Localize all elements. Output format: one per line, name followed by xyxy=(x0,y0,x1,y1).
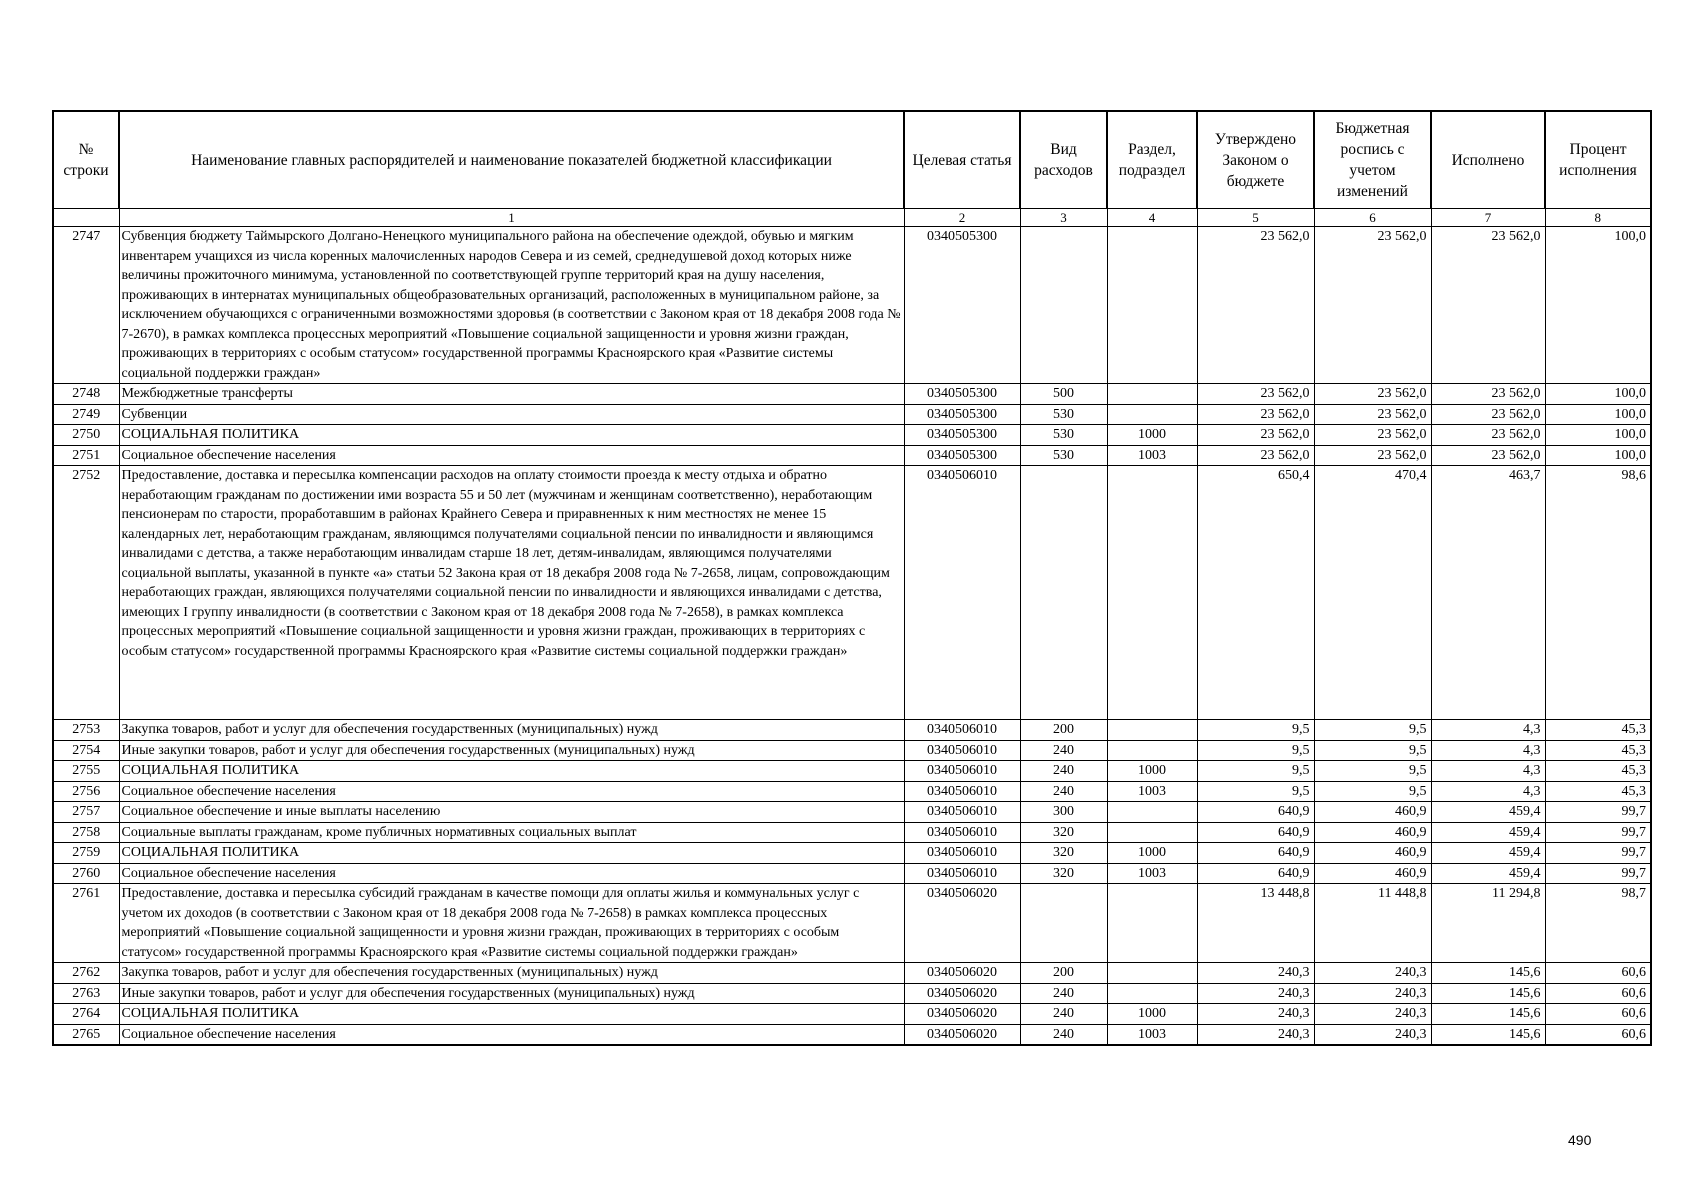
executed-amount-cell: 145,6 xyxy=(1431,963,1545,984)
expense-type-cell xyxy=(1020,884,1107,963)
executed-amount-cell: 23 562,0 xyxy=(1431,404,1545,425)
table-row xyxy=(53,227,1651,384)
header-executed: Исполнено xyxy=(1431,111,1545,209)
expense-type-cell: 240 xyxy=(1020,761,1107,782)
expense-type-cell: 320 xyxy=(1020,863,1107,884)
column-number-cell: 7 xyxy=(1431,209,1545,227)
approved-amount-cell: 640,9 xyxy=(1197,863,1314,884)
section-cell: 1003 xyxy=(1107,1024,1197,1045)
row-name-cell: Социальное обеспечение населения xyxy=(119,781,904,802)
percent-cell: 99,7 xyxy=(1545,863,1651,884)
column-number-cell: 1 xyxy=(119,209,904,227)
row-name-cell: Закупка товаров, работ и услуг для обеспечения государственных (муниципальных) нужд xyxy=(119,963,904,984)
schedule-amount-cell: 460,9 xyxy=(1314,822,1431,843)
column-number-cell: 3 xyxy=(1020,209,1107,227)
target-article-cell: 0340506010 xyxy=(904,822,1020,843)
header-exp-type: Вид расходов xyxy=(1020,111,1107,209)
row-name-cell: Предоставление, доставка и пересылка компенсации расходов на оплату стоимости проезда к месту отдыха и обратно неработающим гражданам по достижении ими возраста 55 и 50 лет (мужчинам и женщинам соответственно), неработающим пенсионерам по старости, проработавшим в районах Крайнего Севера и приравненных к ним местностях не менее 15 календарных лет, неработающим гражданам, являющимся получателями социальной пенсии по инвалидности и являющимся инвалидами с детства, а также неработающим инвалидам старше 18 лет, детям-инвалидам, являющимся получателями социальной выплаты, указанной в пункте «а» статьи 52 Закона края от 18 декабря 2008 года № 7-2658, лицам, сопровождающим неработающих граждан, являющихся получателями социальной пенсии по инвалидности и являющихся инвалидами с детства, имеющих I группу инвалидности (в соответствии с Законом края от 18 декабря 2008 года № 7-2658), в рамках комплекса процессных мероприятий «Повышение социальной защищенности и уровня жизни граждан, проживающих в территориях с особым статусом» государственной программы Красноярского края «Развитие системы социальной поддержки граждан» xyxy=(119,466,904,720)
expense-type-cell: 320 xyxy=(1020,843,1107,864)
table-row xyxy=(53,802,1651,823)
schedule-amount-cell: 9,5 xyxy=(1314,761,1431,782)
schedule-amount-cell: 23 562,0 xyxy=(1314,425,1431,446)
table-row xyxy=(53,720,1651,741)
row-name-cell: Социальные выплаты гражданам, кроме публичных нормативных социальных выплат xyxy=(119,822,904,843)
column-number-cell: 4 xyxy=(1107,209,1197,227)
expense-type-cell: 240 xyxy=(1020,781,1107,802)
percent-cell: 45,3 xyxy=(1545,781,1651,802)
expense-type-cell: 200 xyxy=(1020,963,1107,984)
section-cell xyxy=(1107,963,1197,984)
section-cell xyxy=(1107,822,1197,843)
schedule-amount-cell: 23 562,0 xyxy=(1314,445,1431,466)
expense-type-cell: 240 xyxy=(1020,740,1107,761)
schedule-amount-cell: 9,5 xyxy=(1314,781,1431,802)
percent-cell: 60,6 xyxy=(1545,983,1651,1004)
table-row xyxy=(53,884,1651,963)
approved-amount-cell: 640,9 xyxy=(1197,802,1314,823)
approved-amount-cell: 9,5 xyxy=(1197,781,1314,802)
section-cell xyxy=(1107,884,1197,963)
percent-cell: 99,7 xyxy=(1545,822,1651,843)
row-number-cell: 2747 xyxy=(53,227,119,384)
approved-amount-cell: 240,3 xyxy=(1197,963,1314,984)
row-number-cell: 2754 xyxy=(53,740,119,761)
row-number-cell: 2756 xyxy=(53,781,119,802)
header-target: Целевая статья xyxy=(904,111,1020,209)
schedule-amount-cell: 240,3 xyxy=(1314,983,1431,1004)
schedule-amount-cell: 23 562,0 xyxy=(1314,227,1431,384)
executed-amount-cell: 23 562,0 xyxy=(1431,227,1545,384)
target-article-cell: 0340505300 xyxy=(904,445,1020,466)
row-number-cell: 2749 xyxy=(53,404,119,425)
percent-cell: 60,6 xyxy=(1545,1024,1651,1045)
percent-cell: 100,0 xyxy=(1545,425,1651,446)
executed-amount-cell: 4,3 xyxy=(1431,740,1545,761)
approved-amount-cell: 240,3 xyxy=(1197,1024,1314,1045)
row-name-cell: Субвенция бюджету Таймырского Долгано-Ненецкого муниципального района на обеспечение одеждой, обувью и мягким инвентарем учащихся из числа коренных малочисленных народов Севера и из семей, среднедушевой доход которых ниже величины прожиточного минимума, установленной по соответствующей группе территорий края на душу населения, проживающих в интернатах муниципальных общеобразовательных организаций, расположенных в муниципальном районе, за исключением обучающихся с ограниченными возможностями здоровья (в соответствии с Законом края от 18 декабря 2008 года № 7-2670), в рамках комплекса процессных мероприятий «Повышение социальной защищенности и уровня жизни граждан, проживающих в территориях с особым статусом» государственной программы Красноярского края «Развитие системы социальной поддержки граждан» xyxy=(119,227,904,384)
row-number-cell: 2760 xyxy=(53,863,119,884)
row-number-cell: 2763 xyxy=(53,983,119,1004)
target-article-cell: 0340506020 xyxy=(904,983,1020,1004)
expense-type-cell: 200 xyxy=(1020,720,1107,741)
table-row xyxy=(53,983,1651,1004)
target-article-cell: 0340506010 xyxy=(904,843,1020,864)
header-section: Раздел, подраздел xyxy=(1107,111,1197,209)
approved-amount-cell: 23 562,0 xyxy=(1197,445,1314,466)
header-schedule: Бюджетная роспись с учетом изменений xyxy=(1314,111,1431,209)
row-name-cell: Закупка товаров, работ и услуг для обеспечения государственных (муниципальных) нужд xyxy=(119,720,904,741)
table-row xyxy=(53,1004,1651,1025)
percent-cell: 100,0 xyxy=(1545,227,1651,384)
row-name-cell: Социальное обеспечение населения xyxy=(119,1024,904,1045)
expense-type-cell: 240 xyxy=(1020,1004,1107,1025)
target-article-cell: 0340506020 xyxy=(904,884,1020,963)
section-cell xyxy=(1107,720,1197,741)
percent-cell: 98,6 xyxy=(1545,466,1651,720)
page-number: 490 xyxy=(1568,1132,1592,1148)
row-name-cell: Иные закупки товаров, работ и услуг для обеспечения государственных (муниципальных) нужд xyxy=(119,740,904,761)
executed-amount-cell: 145,6 xyxy=(1431,1024,1545,1045)
row-name-cell: СОЦИАЛЬНАЯ ПОЛИТИКА xyxy=(119,425,904,446)
row-number-cell: 2753 xyxy=(53,720,119,741)
executed-amount-cell: 145,6 xyxy=(1431,1004,1545,1025)
schedule-amount-cell: 240,3 xyxy=(1314,1004,1431,1025)
table-row xyxy=(53,1024,1651,1045)
executed-amount-cell: 463,7 xyxy=(1431,466,1545,720)
table-row xyxy=(53,761,1651,782)
row-number-cell: 2748 xyxy=(53,384,119,405)
table-row xyxy=(53,466,1651,720)
table-row xyxy=(53,781,1651,802)
schedule-amount-cell: 460,9 xyxy=(1314,802,1431,823)
target-article-cell: 0340505300 xyxy=(904,404,1020,425)
row-name-cell: Социальное обеспечение населения xyxy=(119,445,904,466)
table-row xyxy=(53,863,1651,884)
approved-amount-cell: 23 562,0 xyxy=(1197,404,1314,425)
approved-amount-cell: 9,5 xyxy=(1197,740,1314,761)
target-article-cell: 0340506010 xyxy=(904,466,1020,720)
row-name-cell: СОЦИАЛЬНАЯ ПОЛИТИКА xyxy=(119,761,904,782)
row-name-cell: Субвенции xyxy=(119,404,904,425)
expense-type-cell xyxy=(1020,466,1107,720)
approved-amount-cell: 640,9 xyxy=(1197,843,1314,864)
column-number-cell: 6 xyxy=(1314,209,1431,227)
row-name-cell: Иные закупки товаров, работ и услуг для обеспечения государственных (муниципальных) нужд xyxy=(119,983,904,1004)
target-article-cell: 0340506020 xyxy=(904,963,1020,984)
table-row xyxy=(53,843,1651,864)
row-name-cell: Социальное обеспечение населения xyxy=(119,863,904,884)
schedule-amount-cell: 460,9 xyxy=(1314,863,1431,884)
section-cell: 1000 xyxy=(1107,761,1197,782)
expense-type-cell: 500 xyxy=(1020,384,1107,405)
executed-amount-cell: 459,4 xyxy=(1431,843,1545,864)
expense-type-cell: 240 xyxy=(1020,1024,1107,1045)
header-name: Наименование главных распорядителей и наименование показателей бюджетной классификации xyxy=(119,111,904,209)
row-number-cell: 2751 xyxy=(53,445,119,466)
executed-amount-cell: 4,3 xyxy=(1431,761,1545,782)
percent-cell: 98,7 xyxy=(1545,884,1651,963)
section-cell xyxy=(1107,983,1197,1004)
section-cell xyxy=(1107,740,1197,761)
percent-cell: 100,0 xyxy=(1545,404,1651,425)
executed-amount-cell: 23 562,0 xyxy=(1431,425,1545,446)
expense-type-cell: 530 xyxy=(1020,445,1107,466)
row-number-cell: 2761 xyxy=(53,884,119,963)
schedule-amount-cell: 23 562,0 xyxy=(1314,384,1431,405)
header-row-no: № строки xyxy=(53,111,119,209)
row-number-cell: 2759 xyxy=(53,843,119,864)
executed-amount-cell: 459,4 xyxy=(1431,863,1545,884)
header-percent: Процент исполнения xyxy=(1545,111,1651,209)
percent-cell: 45,3 xyxy=(1545,761,1651,782)
percent-cell: 100,0 xyxy=(1545,384,1651,405)
table-row xyxy=(53,963,1651,984)
expense-type-cell: 240 xyxy=(1020,983,1107,1004)
approved-amount-cell: 640,9 xyxy=(1197,822,1314,843)
approved-amount-cell: 650,4 xyxy=(1197,466,1314,720)
section-cell: 1003 xyxy=(1107,781,1197,802)
approved-amount-cell: 9,5 xyxy=(1197,761,1314,782)
approved-amount-cell: 23 562,0 xyxy=(1197,425,1314,446)
column-number-cell: 8 xyxy=(1545,209,1651,227)
column-number-cell: 2 xyxy=(904,209,1020,227)
row-name-cell: СОЦИАЛЬНАЯ ПОЛИТИКА xyxy=(119,1004,904,1025)
percent-cell: 60,6 xyxy=(1545,1004,1651,1025)
table-row xyxy=(53,404,1651,425)
percent-cell: 60,6 xyxy=(1545,963,1651,984)
percent-cell: 45,3 xyxy=(1545,720,1651,741)
executed-amount-cell: 4,3 xyxy=(1431,720,1545,741)
schedule-amount-cell: 9,5 xyxy=(1314,740,1431,761)
percent-cell: 99,7 xyxy=(1545,802,1651,823)
approved-amount-cell: 13 448,8 xyxy=(1197,884,1314,963)
percent-cell: 100,0 xyxy=(1545,445,1651,466)
section-cell: 1000 xyxy=(1107,1004,1197,1025)
target-article-cell: 0340505300 xyxy=(904,384,1020,405)
approved-amount-cell: 23 562,0 xyxy=(1197,384,1314,405)
header-approved: Утверждено Законом о бюджете xyxy=(1197,111,1314,209)
row-name-cell: Социальное обеспечение и иные выплаты населению xyxy=(119,802,904,823)
row-number-cell: 2762 xyxy=(53,963,119,984)
table-row xyxy=(53,384,1651,405)
section-cell: 1003 xyxy=(1107,445,1197,466)
row-name-cell: Предоставление, доставка и пересылка субсидий гражданам в качестве помощи для оплаты жилья и коммунальных услуг с учетом их доходов (в соответствии с Законом края от 18 декабря 2008 года № 7-2658) в рамках комплекса процессных мероприятий «Повышение социальной защищенности и уровня жизни граждан, проживающих в территориях с особым статусом» государственной программы Красноярского края «Развитие системы социальной поддержки граждан» xyxy=(119,884,904,963)
schedule-amount-cell: 23 562,0 xyxy=(1314,404,1431,425)
executed-amount-cell: 145,6 xyxy=(1431,983,1545,1004)
target-article-cell: 0340506010 xyxy=(904,761,1020,782)
target-article-cell: 0340506010 xyxy=(904,781,1020,802)
row-number-cell: 2758 xyxy=(53,822,119,843)
approved-amount-cell: 23 562,0 xyxy=(1197,227,1314,384)
executed-amount-cell: 4,3 xyxy=(1431,781,1545,802)
schedule-amount-cell: 240,3 xyxy=(1314,1024,1431,1045)
schedule-amount-cell: 9,5 xyxy=(1314,720,1431,741)
executed-amount-cell: 459,4 xyxy=(1431,822,1545,843)
budget-execution-table xyxy=(52,110,1652,1046)
section-cell: 1000 xyxy=(1107,425,1197,446)
executed-amount-cell: 459,4 xyxy=(1431,802,1545,823)
section-cell xyxy=(1107,802,1197,823)
executed-amount-cell: 23 562,0 xyxy=(1431,445,1545,466)
row-number-cell: 2752 xyxy=(53,466,119,720)
column-number-row xyxy=(53,209,1651,227)
expense-type-cell: 320 xyxy=(1020,822,1107,843)
expense-type-cell xyxy=(1020,227,1107,384)
row-number-cell: 2765 xyxy=(53,1024,119,1045)
row-number-cell: 2764 xyxy=(53,1004,119,1025)
approved-amount-cell: 240,3 xyxy=(1197,1004,1314,1025)
percent-cell: 99,7 xyxy=(1545,843,1651,864)
section-cell: 1003 xyxy=(1107,863,1197,884)
expense-type-cell: 530 xyxy=(1020,425,1107,446)
row-number-cell: 2755 xyxy=(53,761,119,782)
target-article-cell: 0340506020 xyxy=(904,1024,1020,1045)
expense-type-cell: 300 xyxy=(1020,802,1107,823)
target-article-cell: 0340506010 xyxy=(904,740,1020,761)
target-article-cell: 0340505300 xyxy=(904,425,1020,446)
schedule-amount-cell: 11 448,8 xyxy=(1314,884,1431,963)
executed-amount-cell: 23 562,0 xyxy=(1431,384,1545,405)
row-number-cell: 2757 xyxy=(53,802,119,823)
target-article-cell: 0340505300 xyxy=(904,227,1020,384)
schedule-amount-cell: 460,9 xyxy=(1314,843,1431,864)
table-row xyxy=(53,445,1651,466)
row-name-cell: Межбюджетные трансферты xyxy=(119,384,904,405)
table-row xyxy=(53,740,1651,761)
table-row xyxy=(53,425,1651,446)
row-name-cell: СОЦИАЛЬНАЯ ПОЛИТИКА xyxy=(119,843,904,864)
target-article-cell: 0340506010 xyxy=(904,863,1020,884)
header-row xyxy=(53,111,1651,209)
section-cell xyxy=(1107,404,1197,425)
target-article-cell: 0340506010 xyxy=(904,802,1020,823)
table-row xyxy=(53,822,1651,843)
percent-cell: 45,3 xyxy=(1545,740,1651,761)
schedule-amount-cell: 240,3 xyxy=(1314,963,1431,984)
section-cell: 1000 xyxy=(1107,843,1197,864)
section-cell xyxy=(1107,384,1197,405)
column-number-cell: 5 xyxy=(1197,209,1314,227)
executed-amount-cell: 11 294,8 xyxy=(1431,884,1545,963)
section-cell xyxy=(1107,466,1197,720)
row-number-cell: 2750 xyxy=(53,425,119,446)
column-number-cell xyxy=(53,209,119,227)
schedule-amount-cell: 470,4 xyxy=(1314,466,1431,720)
approved-amount-cell: 9,5 xyxy=(1197,720,1314,741)
expense-type-cell: 530 xyxy=(1020,404,1107,425)
target-article-cell: 0340506010 xyxy=(904,720,1020,741)
section-cell xyxy=(1107,227,1197,384)
target-article-cell: 0340506020 xyxy=(904,1004,1020,1025)
approved-amount-cell: 240,3 xyxy=(1197,983,1314,1004)
